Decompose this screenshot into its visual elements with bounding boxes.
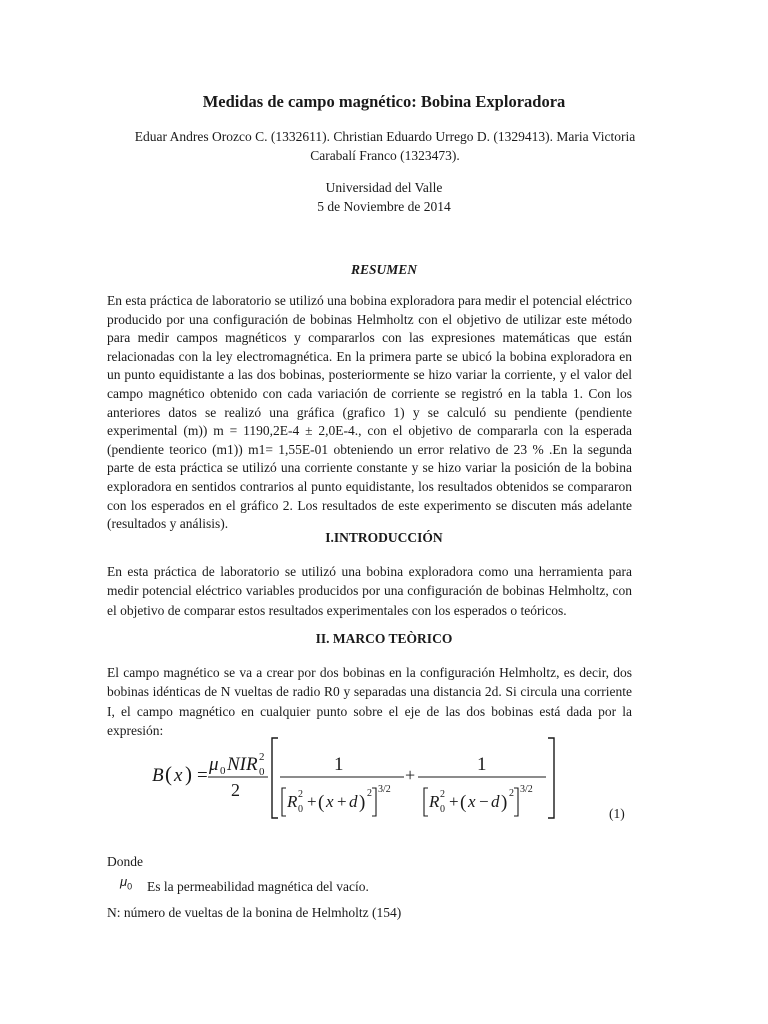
mu-description: Es la permeabilidad magnética del vacío.: [147, 879, 369, 894]
eq-lhs: B: [152, 765, 164, 786]
theory-heading: II. MARCO TEÒRICO: [315, 631, 453, 646]
eq-term1-x: x: [326, 792, 334, 811]
eq-term1-r: R: [287, 792, 298, 811]
eq-middle-plus: +: [405, 765, 416, 785]
abstract-text: En esta práctica de laboratorio se utilizó una bobina exploradora para medir el potencial eléctrico producido por una configuración de bobinas Helmholtz con el objetivo de utilizar este método para medir campos magnéticos y compararlos con las expresiones matemáticas que están relacionadas con la ley electromagnética. En la primera parte se ubicó la bobina exploradora en un punto equidistante a las dos bobinas, posteriormente se hizo variar la corriente, y el valor del campo magnético obtenido con cada variación de corriente se registró en la tabla 1. Con los anteriores datos se realizó una gráfica (grafico 1) y se calculó su pendiente (pendiente experimental (m)) m = 1190,2E-4 ± 2,0E-4., con el objetivo de compararla con la esperada (pendiente teorico (m1)) m1= 1,55E-01 obteniendo un error relativo de 23 % .En la segunda parte de esta práctica se utilizó una corriente constante y se hizo variar la posición de la bobina exploradora en sentidos contrarios al punto equidistante, los resultados obtenidos se compararon con los esperados en el gráfico 2. Los resultados de este experimento se discuten más adelante (resultados y análisis).: [107, 293, 632, 532]
author-list: Eduar Andres Orozco C. (1332611). Christian Eduardo Urrego D. (1329413). Maria Victoria Carabalí Franco (1323473).: [134, 129, 636, 163]
equation-number: (1): [609, 806, 625, 821]
eq-left-bracket: [272, 738, 278, 818]
paper-title: Medidas de campo magnético: Bobina Exploradora: [202, 92, 566, 111]
eq-term1-rp: ): [359, 792, 366, 813]
eq-term2-numerator: 1: [477, 754, 487, 775]
eq-r-sub: 0: [259, 766, 265, 778]
eq-term1-plus: +: [307, 792, 317, 811]
eq-denominator: 2: [231, 780, 240, 800]
n-description: N: número de vueltas de la bonina de Helmholtz (154): [107, 905, 402, 920]
eq-term2-rbr: [514, 788, 518, 816]
abstract-heading: RESUMEN: [350, 262, 418, 277]
eq-term1-sq: 2: [367, 788, 372, 799]
eq-term1-rsub: 0: [298, 804, 303, 815]
eq-close-paren: ): [185, 762, 192, 786]
eq-term1-rbr: [372, 788, 376, 816]
mu-zero-symbol: $\mu_0$: [120, 874, 133, 892]
eq-term2-rsub: 0: [440, 804, 445, 815]
eq-term1-numerator: 1: [334, 754, 344, 775]
eq-term2-r: R: [429, 792, 440, 811]
eq-term1-lp: (: [318, 792, 325, 813]
eq-right-bracket: [548, 738, 554, 818]
eq-numerator: NIR: [227, 754, 258, 775]
eq-term2-lp: (: [460, 792, 467, 813]
theory-text: El campo magnético se va a crear por dos bobinas en la configuración Helmholtz, es decir, dos bobinas idénticas de N vueltas de radio R0 y separadas una distancia 2d. Si circula una corriente I, el campo magnético en cualquier punto sobre el eje de las dos bobinas está dada por la expresión:: [107, 665, 632, 739]
introduction-heading: I.INTRODUCCIÓN: [325, 530, 443, 545]
helmholtz-field-equation: [148, 732, 628, 822]
eq-equals: =: [197, 765, 208, 786]
eq-lhs-arg: x: [174, 765, 183, 786]
paper-date: 5 de Noviembre de 2014: [317, 199, 451, 214]
eq-term2-x: x: [468, 792, 476, 811]
eq-term2-rsup: 2: [440, 789, 445, 800]
eq-term2-lbr: [424, 788, 428, 816]
introduction-text: En esta práctica de laboratorio se utilizó una bobina exploradora como una herramienta para medir potencial eléctrico variables producidos por una configuración de bobinas Helmholtz, con el objetivo de comparar estos resultados experimentales con los esperados o teóricos.: [107, 564, 632, 618]
affiliation-block: [0, 178, 768, 216]
eq-term2-plus: +: [449, 792, 459, 811]
eq-term1-op: +: [337, 792, 347, 811]
eq-term1-exp: 3/2: [378, 784, 391, 795]
eq-mu: μ: [209, 754, 219, 775]
eq-term2-exp: 3/2: [520, 784, 533, 795]
eq-term1-rsup: 2: [298, 789, 303, 800]
eq-term2-d: d: [491, 792, 500, 811]
where-label: Donde: [107, 854, 143, 869]
eq-r-sup: 2: [259, 751, 265, 763]
eq-term2-op: −: [479, 792, 489, 811]
university-name: Universidad del Valle: [325, 180, 443, 195]
eq-open-paren: (: [165, 762, 172, 786]
eq-term2-sq: 2: [509, 788, 514, 799]
eq-term2-rp: ): [501, 792, 508, 813]
eq-mu-sub: 0: [220, 765, 226, 777]
eq-term1-d: d: [349, 792, 358, 811]
eq-term1-lbr: [282, 788, 286, 816]
